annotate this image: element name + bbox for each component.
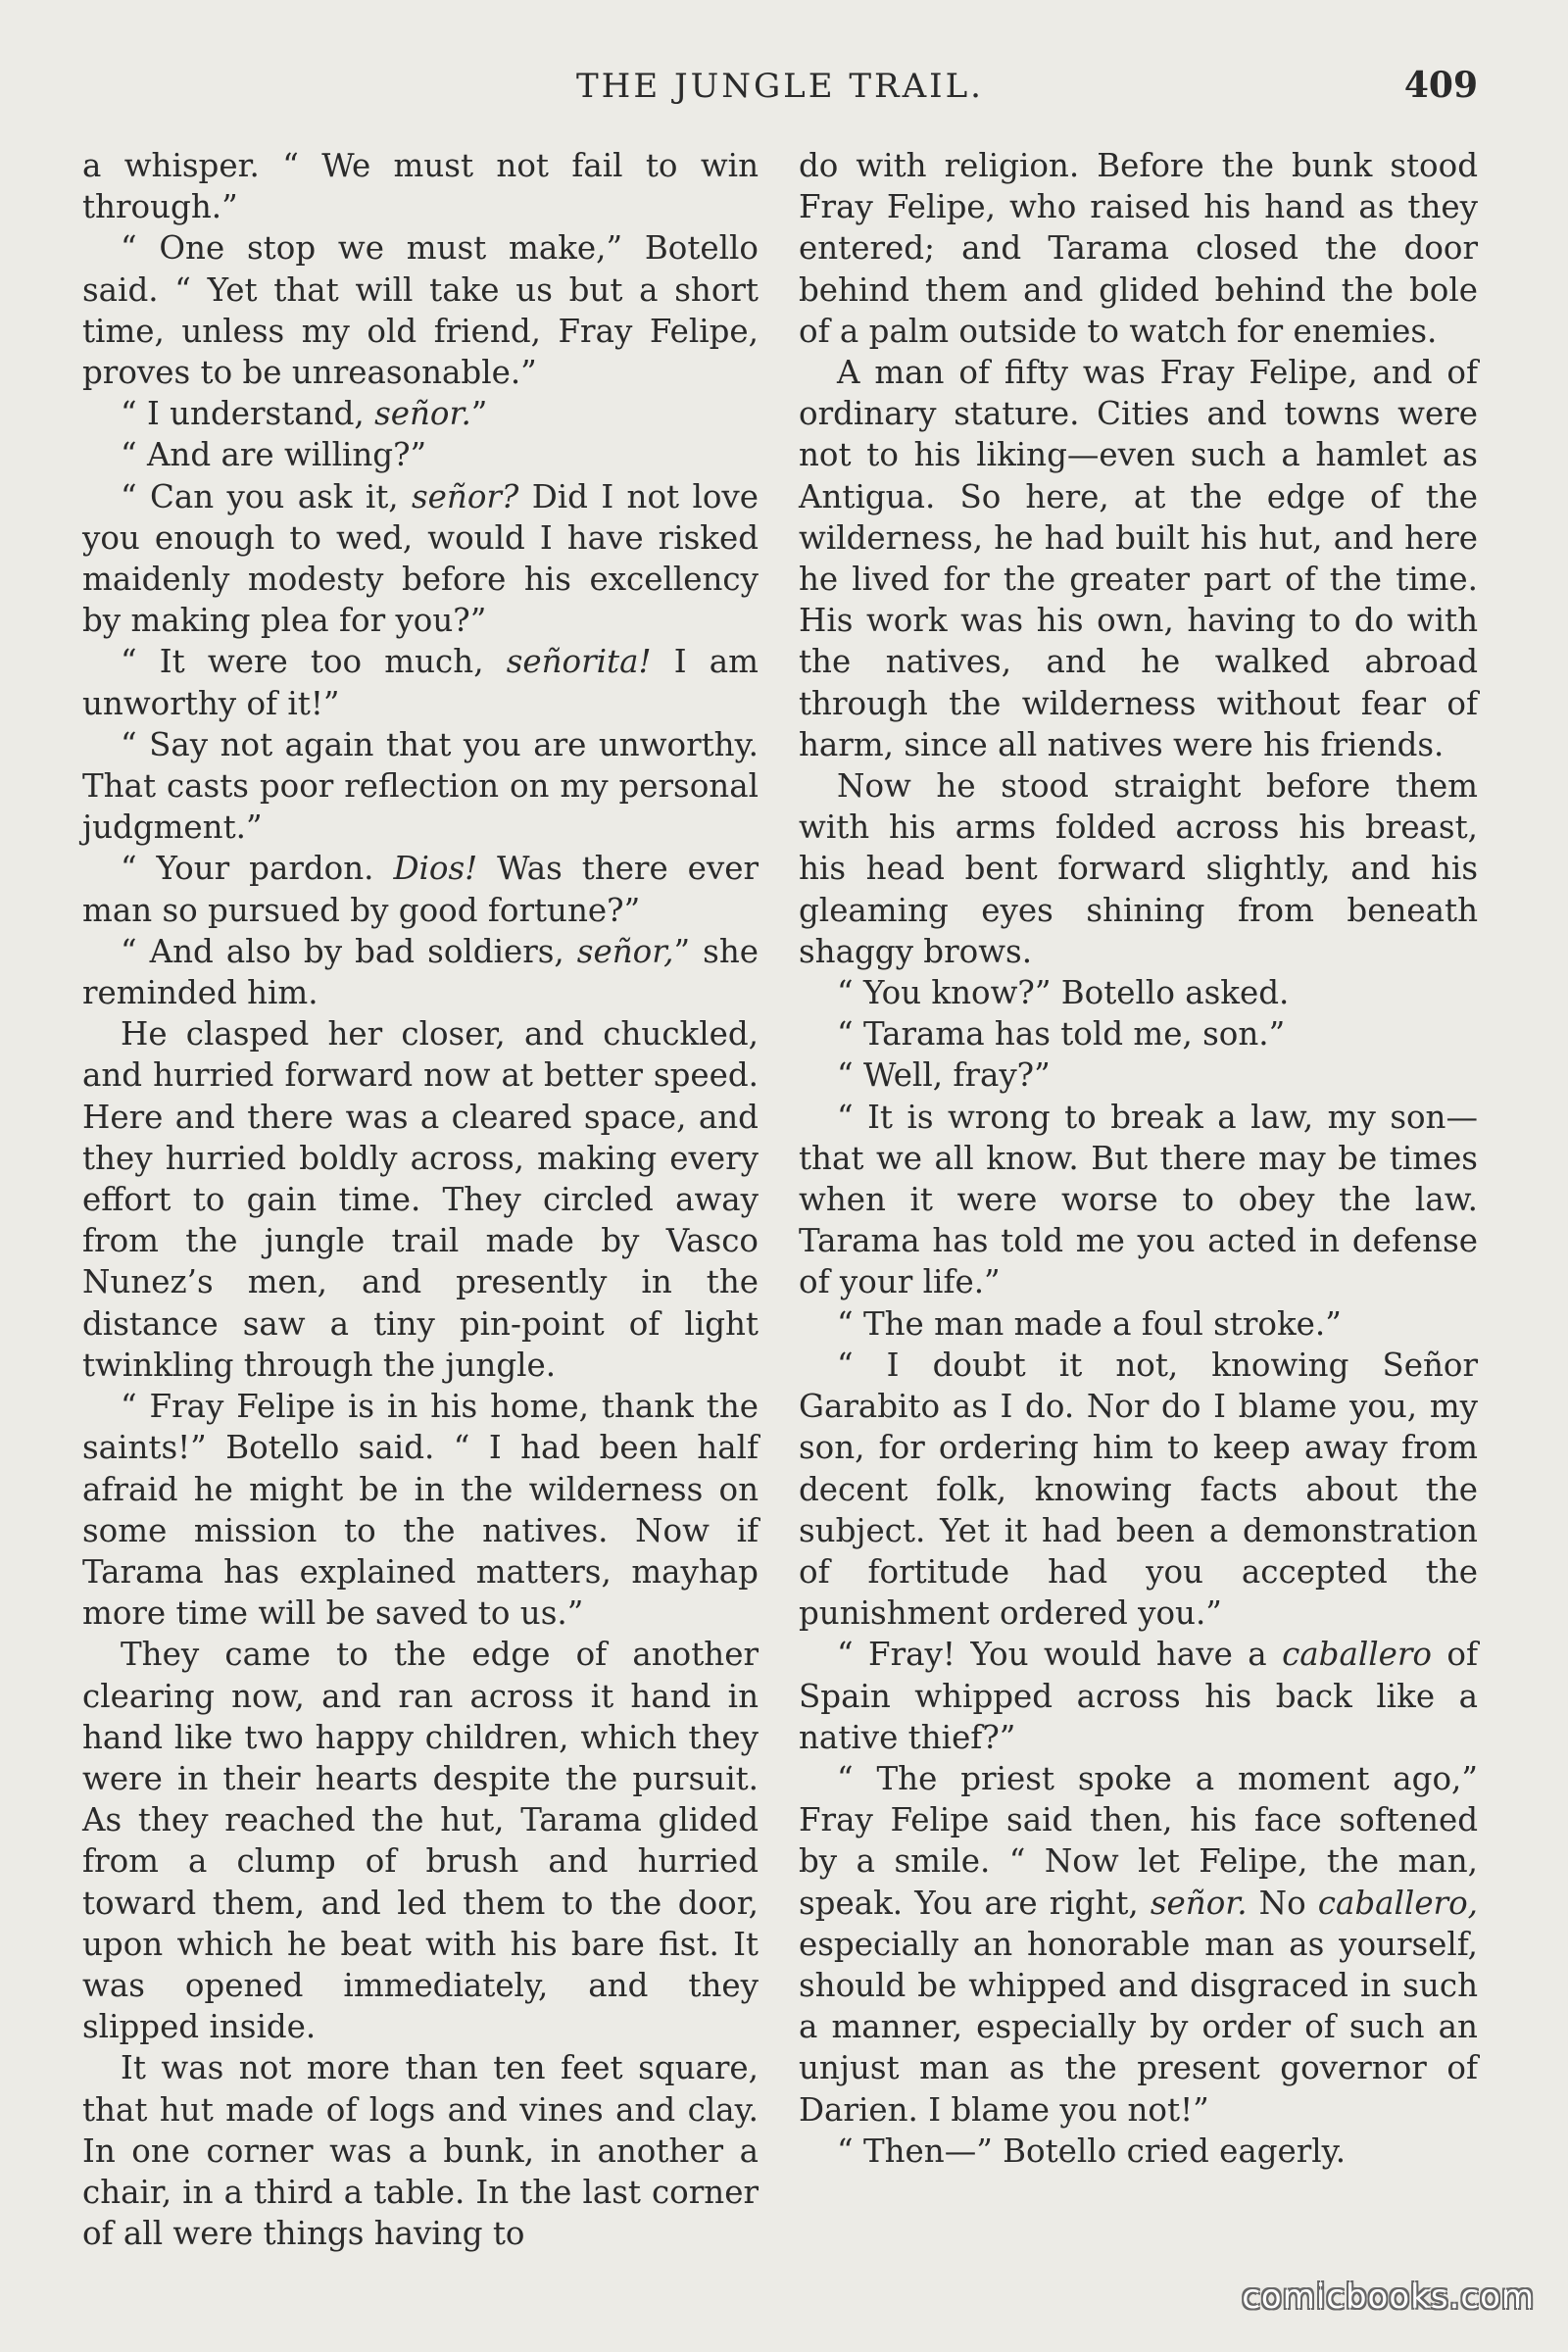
paragraph: “ Can you ask it, señor? Did I not love you enough to wed, would I have risked maidenly modesty before his excellency by making plea for you?”: [82, 477, 760, 640]
paragraph: “ Well, fray?”: [837, 1056, 1051, 1095]
left-column: [82, 145, 759, 2254]
paragraph: “ Your pardon. Dios! Was there ever man so pursued by good fortune?”: [82, 850, 759, 929]
paragraph: “ I doubt it not, knowing Señor Garabito as I do. Nor do I blame you, my son, for ordering him to keep away from decent folk, knowing facts about the subject. Yet it had been a demonstration of fortitude had you accepted the punishment ordered you.”: [799, 1346, 1478, 1633]
paragraph: He clasped her closer, and chuckled, and hurried forward now at better speed. Here and there was a cleared space, and they hurried boldly across, making every effort to gain time. They circled away from the jungle trail made by Vasco Nunez’s men, and presently in the distance saw a tiny pin-point of light twinkling through the jungle.: [82, 1015, 759, 1384]
paragraph: “ Say not again that you are unworthy. That casts poor reflection on my personal judgment.”: [82, 725, 759, 847]
right-column: [799, 145, 1478, 2172]
page-header: [82, 67, 1478, 116]
paragraph: “ You know?” Botello asked.: [837, 974, 1290, 1012]
paragraph: “ The priest spoke a moment ago,” Fray Felipe said then, his face softened by a smile. “ Now let Felipe, the man, speak. You are right, señor. No caballero, especially an honorable man as yourself, should be whipped and disgraced in such a manner, especially by order of such an unjust man as the present governor of Darien. I blame you not!”: [799, 1759, 1478, 2129]
paragraph: “ One stop we must make,” Botello said. “ Yet that will take us but a short time, unless my old friend, Fray Felipe, proves to be unreasonable.”: [82, 229, 759, 392]
paragraph: “ And are willing?”: [121, 436, 427, 474]
paragraph: “ It were too much, señorita! I am unworthy of it!”: [82, 643, 759, 722]
watermark: comicbooks.com: [1242, 2278, 1535, 2317]
running-head: THE JUNGLE TRAIL.: [575, 67, 984, 106]
paragraph: “ Fray! You would have a caballero of Spain whipped across his back like a native thief?”: [799, 1636, 1478, 1756]
paragraph: It was not more than ten feet square, that hut made of logs and vines and clay. In one corner was a bunk, in another a chair, in a third a table. In the last corner of all were things having to: [82, 2049, 759, 2253]
paragraph: A man of fifty was Fray Felipe, and of ordinary stature. Cities and towns were not to his liking—even such a hamlet as Antigua. So here, at the edge of the wilderness, he had built his hut, and here he lived for the greater part of the time. His work was his own, having to do with the natives, and he walked abroad through the wilderness without fear of harm, since all natives were his friends.: [799, 354, 1478, 763]
paragraph: Now he stood straight before them with his arms folded across his breast, his head bent forward slightly, and his gleaming eyes shining from beneath shaggy brows.: [799, 767, 1478, 970]
paragraph: “ Fray Felipe is in his home, thank the saints!” Botello said. “ I had been half afraid he might be in the wilderness on some mission to the natives. Now if Tarama has explained matters, mayhap more time will be saved to us.”: [82, 1388, 759, 1633]
paragraph: a whisper. “ We must not fail to win through.”: [82, 147, 759, 226]
paragraph: “ I understand, señor.”: [121, 395, 488, 433]
paragraph: “ And also by bad soldiers, señor,” she reminded him.: [82, 932, 759, 1012]
paragraph: “ The man made a foul stroke.”: [837, 1304, 1342, 1343]
paragraph: do with religion. Before the bunk stood Fray Felipe, who raised his hand as they entered; and Tarama closed the door behind them and glided behind the bole of a palm outside to watch for enemies.: [799, 147, 1478, 350]
paragraph: They came to the edge of another clearing now, and ran across it hand in hand like two happy children, which they were in their hearts despite the pursuit. As they reached the hut, Tarama glided from a clump of brush and hurried toward them, and led them to the door, upon which he beat with his bare fist. It was opened immediately, and they slipped inside.: [82, 1636, 759, 2046]
paragraph: “ Tarama has told me, son.”: [837, 1015, 1286, 1054]
page-number: 409: [1403, 65, 1478, 106]
paragraph: “ It is wrong to break a law, my son—that we all know. But there may be times when it were worse to obey the law. Tarama has told me you acted in defense of your life.”: [799, 1098, 1478, 1301]
paragraph: “ Then—” Botello cried eagerly.: [837, 2132, 1347, 2170]
